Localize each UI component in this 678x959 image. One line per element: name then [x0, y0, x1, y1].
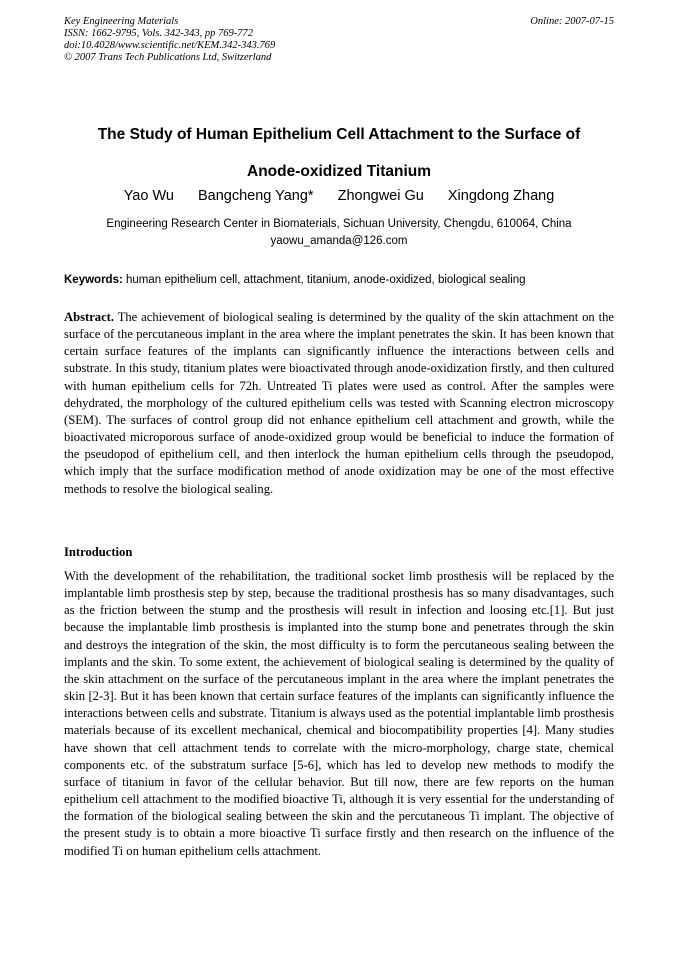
- title-line-2: Anode-oxidized Titanium: [247, 163, 431, 180]
- journal-doi: doi:10.4028/www.scientific.net/KEM.342-343.769: [64, 40, 276, 51]
- abstract-text: The achievement of biological sealing is determined by the quality of the skin attachment on the surface of the percutaneous implant in the area where the implant penetrates the skin. It has been known that certain surface features of the implants can significantly influence the interactions between cells and substrate. In this study, titanium plates were bioactivated through anode-oxidization firstly, and then cultured with human epithelium cells for 72h. Untreated Ti plates were used as control. After the samples were dehydrated, the morphology of the cultured epithelium cells was tested with Scanning electron microscopy (SEM). The surfaces of control group did not enhance epithelium cell attachment and growth, while the bioactivated microporous surface of anode-oxidized group would be beneficial to induce the formation of the pseudopod of epithelium cell, and then interlock the human epithelium cells through the pseudopod, which imply that the surface modification method of anode oxidization may be one of the most effective methods to resolve the biological sealing.: [64, 310, 614, 496]
- abstract-label: Abstract.: [64, 310, 115, 324]
- affiliation-block: [64, 216, 614, 250]
- keywords: [64, 272, 618, 289]
- title-line-1: The Study of Human Epithelium Cell Attachment to the Surface of: [97, 126, 581, 143]
- author-name: Xingdong Zhang: [447, 188, 555, 204]
- section-heading-introduction: Introduction: [64, 545, 133, 559]
- author-name: Bangcheng Yang*: [197, 188, 314, 204]
- online-date: Online: 2007-07-15: [530, 16, 614, 27]
- introduction-paragraph: With the development of the rehabilitation, the traditional socket limb prosthesis will be replaced by the implantable limb prosthesis step by step, because the traditional prosthesis has so many disadvantages, such as the friction between the stump and the prosthesis will result in infection and loosing etc.[1]. But just because the implantable limb prosthesis is implanted into the stump bone and penetrates through the skin and destroys the integration of the skin, the most difficulty is to form the percutaneous sealing between the implants and the skin. To some extent, the achievement of biological sealing is determined by the quality of the skin attachment on the surface of the percutaneous implant in the area where the implant penetrates the skin [2-3]. But it has been known that certain surface features of the implants can significantly influence the interactions between cells and substrate. Titanium is always used as the potential implantable limb prosthesis materials because of its excellent mechanical, chemical and biocompatibility properties [4]. Many studies have shown that cell attachment tends to correlate with the micro-morphology, charge state, chemical components etc. of the substratum surface [5-6], which has led to develop new methods to modify the surface of titanium in favor of the cellular behavior. But till now, there are few reports on the human epithelium cell attachment to the modified bioactive Ti, although it is very essential for the understanding of the formation of the biological sealing between the skin and the percutaneous Ti implant. The objective of the present study is to obtain a more bioactive Ti surface firstly and then research on the influence of the modified Ti on human epithelium cells attachment.: [64, 569, 614, 858]
- journal-header: [64, 16, 275, 64]
- keywords-text: human epithelium cell, attachment, titanium, anode-oxidized, biological sealing: [126, 274, 526, 286]
- journal-name: Key Engineering Materials: [64, 16, 179, 27]
- author-list: [64, 186, 614, 206]
- affiliation: Engineering Research Center in Biomaterials, Sichuan University, Chengdu, 610064, China: [106, 218, 572, 230]
- keywords-label: Keywords:: [64, 274, 123, 286]
- journal-copyright: © 2007 Trans Tech Publications Ltd, Switzerland: [64, 52, 272, 63]
- journal-issn: ISSN: 1662-9795, Vols. 342-343, pp 769-772: [64, 28, 253, 39]
- author-name: Zhongwei Gu: [337, 188, 424, 204]
- paper-title: [64, 116, 614, 190]
- abstract: [64, 309, 614, 498]
- author-name: Yao Wu: [123, 188, 174, 204]
- author-email: yaowu_amanda@126.com: [270, 235, 408, 247]
